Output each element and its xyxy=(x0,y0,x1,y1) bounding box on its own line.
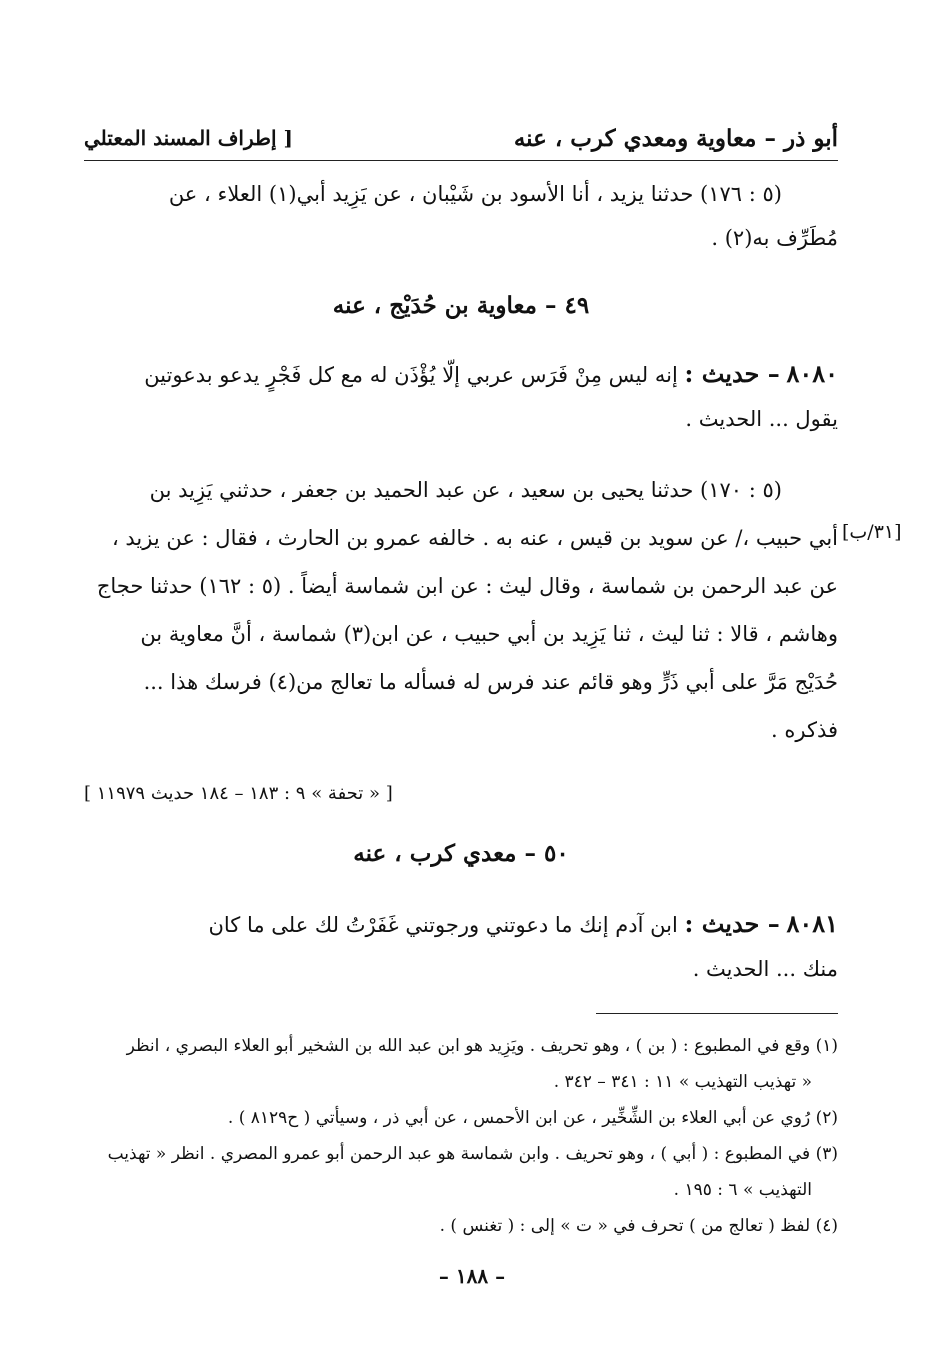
text-line: يقول ... الحديث . xyxy=(685,407,838,431)
isnad-paragraph-1 xyxy=(84,172,838,260)
footnote-1-continuation: « تهذيب التهذيب » ١١ : ٣٤١ – ٣٤٢ . xyxy=(553,1072,812,1092)
hadith-label: – حديث : xyxy=(684,359,780,388)
text-line: عن عبد الرحمن بن شماسة ، وقال ليث : عن ابن شماسة أيضاً . (٥ : ١٦٢) حدثنا حجاج xyxy=(96,574,838,598)
header-book-title: [ إطراف المسند المعتلي xyxy=(84,126,293,150)
text-line: وهاشم ، قالا : ثنا ليث ، ثنا يَزِيد بن أبي حبيب ، عن ابن(٣) شماسة ، أنَّ معاوية بن xyxy=(140,622,838,646)
hadith-text: إنه ليس مِنْ فَرَس عربي إلّا يُؤْذَن له مع كل فَجْرٍ يدعو بدعوتين xyxy=(144,363,678,387)
footnote-3: (٣) في المطبوع : ( أبي ) ، وهو تحريف . وابن شماسة هو عبد الرحمن أبو عمرو المصري . انظر « تهذيب xyxy=(107,1144,838,1164)
section-heading-50: ٥٠ – معدي كرب ، عنه xyxy=(353,840,569,867)
hadith-number: ٨٠٨٠ xyxy=(786,359,838,388)
hadith-first-line xyxy=(84,352,838,397)
text-line: (٥ : ١٧٠) حدثنا يحيى بن سعيد ، عن عبد الحميد بن جعفر ، حدثني يَزِيد بن xyxy=(149,478,782,502)
tuhfa-reference: [ « تحفة » ٩ : ١٨٣ – ١٨٤ حديث ١١٩٧٩ ] xyxy=(84,783,393,804)
hadith-text: ابن آدم إنك ما دعوتني ورجوتني غَفَرْتُ لك على ما كان xyxy=(208,913,678,937)
running-header xyxy=(84,118,838,158)
text-line: مُطَرِّف به(٢) . xyxy=(711,226,838,250)
hadith-8081 xyxy=(84,902,838,991)
header-chapter-title: أبو ذر – معاوية ومعدي كرب ، عنه xyxy=(513,124,838,152)
page-number: – ١٨٨ – xyxy=(438,1264,506,1288)
hadith-number: ٨٠٨١ xyxy=(786,909,838,938)
text-line: حُدَيْج مَرَّ على أبي ذَرٍّ وهو قائم عند فرس له فسأله ما تعالج من(٤) فرسك هذا ... xyxy=(143,670,838,694)
hadith-label: – حديث : xyxy=(684,909,780,938)
footnote-3-continuation: التهذيب » ٦ : ١٩٥ . xyxy=(673,1180,812,1200)
section-heading-49: ٤٩ – معاوية بن حُدَيْج ، عنه xyxy=(332,292,590,319)
isnad-paragraph-2 xyxy=(84,466,838,754)
footnote-4: (٤) لفظ ( تعالج من ) تحرف في « ت » إلى : ( تغنس ) . xyxy=(439,1216,838,1236)
footnotes xyxy=(84,1028,838,1244)
header-rule xyxy=(84,160,838,161)
footnote-separator xyxy=(596,1013,838,1014)
text-line: فذكره . xyxy=(771,718,838,742)
footnote-1: (١) وقع في المطبوع : ( بن ) ، وهو تحريف . ويَزِيد هو ابن عبد الله بن الشخير أبو العلاء البصري ، انظر xyxy=(126,1036,838,1056)
hadith-8080 xyxy=(84,352,838,441)
text-line: منك ... الحديث . xyxy=(692,957,838,981)
manuscript-folio-note: [٣١/ب] xyxy=(842,521,902,543)
text-line: (٥ : ١٧٦) حدثنا يزيد ، أنا الأسود بن شَيْبان ، عن يَزِيد أبي(١) العلاء ، عن xyxy=(168,182,782,206)
text-line: أبي حبيب ،/ عن سويد بن قيس ، عنه به . خالفه عمرو بن الحارث ، فقال : عن يزيد ، xyxy=(111,526,838,550)
hadith-first-line xyxy=(84,902,838,947)
footnote-2: (٢) رُوي عن أبي العلاء بن الشِّخِّير ، عن ابن الأحمس ، عن أبي ذر ، وسيأتي ( ح٨١٢٩ ) . xyxy=(227,1108,838,1128)
